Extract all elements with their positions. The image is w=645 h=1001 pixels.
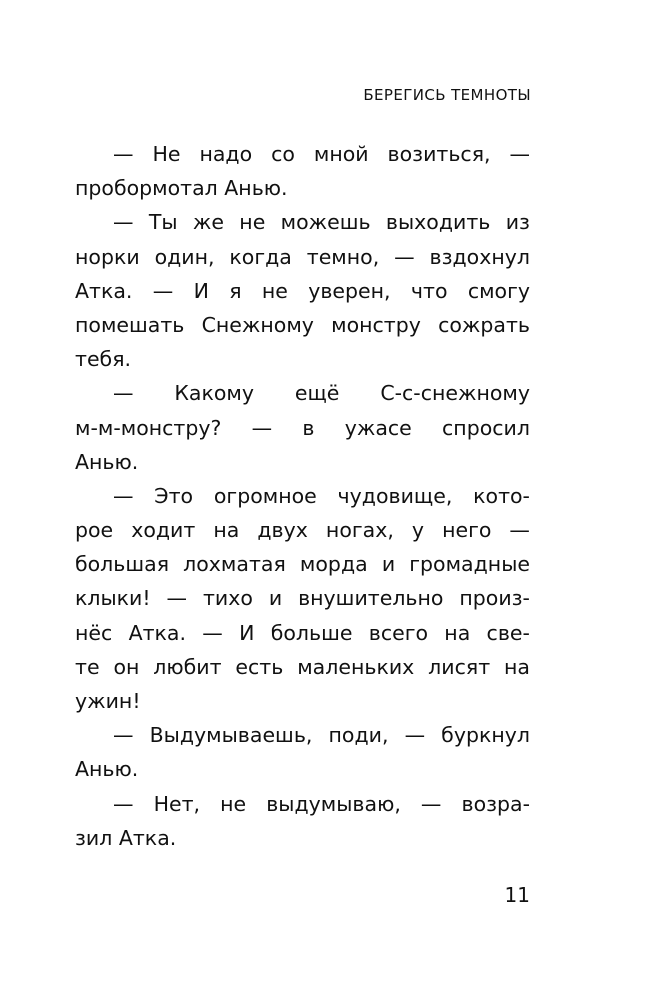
word: маленьких: [297, 654, 415, 679]
word: можешь: [280, 210, 371, 235]
word: на: [213, 518, 240, 543]
word: двух: [257, 518, 308, 543]
word: выдумываю,: [266, 791, 401, 816]
word: больше: [270, 620, 353, 645]
word: в: [302, 415, 315, 440]
word: всего: [368, 620, 429, 645]
word: Выдумываешь,: [149, 723, 313, 748]
text-line: [75, 240, 530, 274]
page-body-text: [75, 137, 530, 855]
word: буркнул: [441, 723, 530, 748]
paragraph: [75, 479, 530, 718]
word: И: [239, 620, 255, 645]
word: не: [220, 791, 247, 816]
word: И: [193, 278, 209, 303]
word: поди,: [328, 723, 389, 748]
word: клыки!: [75, 586, 151, 611]
text-line: [75, 616, 530, 650]
text-line: [75, 650, 530, 684]
word: огромное: [213, 483, 317, 508]
word: —: [113, 791, 134, 816]
word: лохматая: [183, 552, 286, 577]
text-line: зил Атка.: [75, 825, 177, 850]
text-line: тебя.: [75, 347, 132, 372]
word: —: [113, 142, 134, 166]
word: Атка.: [75, 278, 133, 303]
word: ногах,: [325, 518, 394, 543]
text-line: пробормотал Анью.: [75, 176, 288, 201]
word: большая: [75, 552, 170, 577]
word: чудовище,: [337, 483, 453, 508]
word: не: [239, 210, 266, 235]
text-line: [75, 787, 530, 821]
word: ещё: [294, 381, 340, 406]
word: есть: [235, 654, 284, 679]
word: я: [229, 278, 242, 303]
page-number: 11: [504, 883, 530, 907]
word: нёс: [75, 620, 113, 645]
word: —: [152, 278, 174, 303]
word: —: [113, 381, 134, 406]
word: —: [113, 723, 134, 748]
text-line: [75, 274, 530, 308]
word: норки: [75, 244, 140, 269]
word: вздохнул: [429, 244, 530, 269]
paragraph: [75, 787, 530, 855]
word: лисят: [428, 654, 491, 679]
text-line: [75, 308, 530, 342]
text-line: [75, 205, 530, 239]
word: —: [404, 723, 426, 748]
word: на: [444, 620, 471, 645]
word: не: [261, 278, 288, 303]
word: произ-: [459, 586, 530, 611]
word: на: [504, 654, 530, 679]
text-line: [75, 718, 530, 752]
word: —: [113, 210, 134, 235]
word: —: [113, 483, 134, 508]
word: монстру: [331, 312, 421, 337]
word: внушительно: [298, 586, 444, 611]
word: громадные: [409, 552, 530, 577]
word: возиться,: [387, 142, 491, 166]
word: мной: [313, 142, 369, 166]
word: смогу: [467, 278, 530, 303]
paragraph: [75, 718, 530, 786]
text-line: [75, 137, 530, 171]
word: Ты: [148, 210, 178, 235]
text-line: Анью.: [75, 757, 139, 782]
word: кото-: [473, 483, 530, 508]
word: —: [166, 586, 188, 611]
text-line: [75, 513, 530, 547]
word: уверен,: [308, 278, 391, 303]
text-line: Анью.: [75, 449, 139, 474]
word: —: [509, 518, 530, 543]
word: све-: [486, 620, 530, 645]
word: темно,: [306, 244, 380, 269]
word: морда: [299, 552, 368, 577]
word: С-с-снежному: [380, 381, 530, 406]
word: ужасе: [344, 415, 412, 440]
word: —: [509, 142, 530, 166]
word: он: [113, 654, 140, 679]
word: —: [251, 415, 273, 440]
word: рое: [75, 518, 114, 543]
word: помешать: [75, 312, 185, 337]
text-line: [75, 581, 530, 615]
word: те: [75, 654, 100, 679]
running-title: БЕРЕГИСЬ ТЕМНОТЫ: [363, 86, 531, 104]
word: и: [268, 586, 283, 611]
word: Какому: [174, 381, 255, 406]
word: любит: [153, 654, 222, 679]
text-line: [75, 376, 530, 410]
word: тихо: [202, 586, 253, 611]
word: Это: [154, 483, 194, 508]
word: когда: [229, 244, 292, 269]
word: сожрать: [438, 312, 530, 337]
word: один,: [154, 244, 215, 269]
word: возра-: [461, 791, 530, 816]
text-line: [75, 547, 530, 581]
word: выходить: [385, 210, 491, 235]
word: и: [381, 552, 396, 577]
word: же: [192, 210, 224, 235]
word: Не: [152, 142, 181, 166]
word: него: [442, 518, 492, 543]
text-line: ужин!: [75, 689, 141, 713]
paragraph: [75, 376, 530, 479]
word: что: [410, 278, 448, 303]
paragraph: [75, 205, 530, 376]
word: из: [505, 210, 530, 235]
text-line: [75, 411, 530, 445]
word: со: [271, 142, 295, 166]
word: Атка.: [128, 620, 187, 645]
word: м-м-монстру?: [75, 415, 222, 440]
word: надо: [199, 142, 253, 166]
paragraph: [75, 137, 530, 205]
word: —: [202, 620, 223, 645]
word: Снежному: [201, 312, 314, 337]
word: спросил: [442, 415, 530, 440]
word: ходит: [131, 518, 196, 543]
text-line: [75, 479, 530, 513]
word: Нет,: [153, 791, 201, 816]
word: —: [394, 244, 415, 269]
word: у: [411, 518, 425, 543]
word: —: [420, 791, 442, 816]
